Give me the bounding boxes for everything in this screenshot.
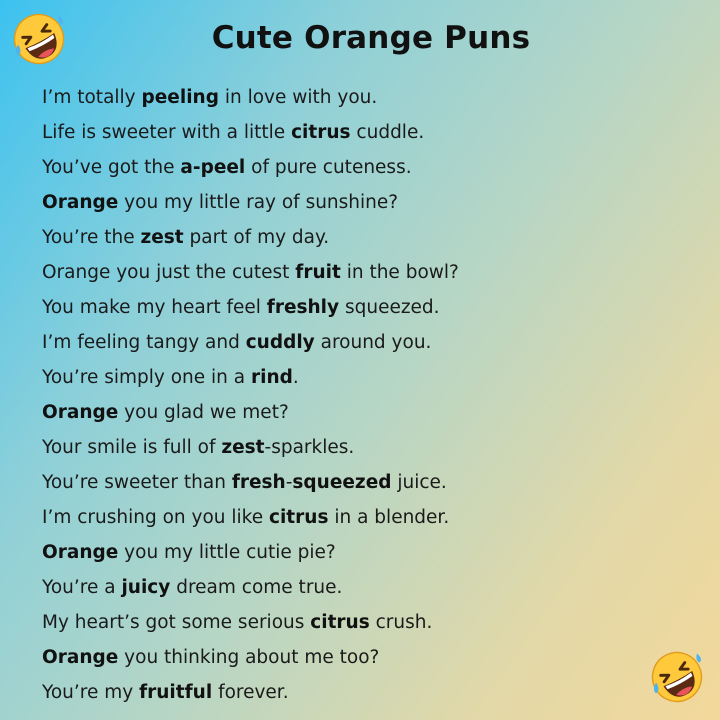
pun-text: You’re sweeter than: [42, 472, 232, 493]
pun-text: Orange you just the cutest: [42, 262, 296, 283]
pun-line: [42, 360, 459, 395]
pun-keyword: citrus: [310, 612, 370, 633]
pun-keyword: fruit: [295, 262, 341, 283]
pun-text: you my little cutie pie?: [118, 542, 336, 563]
pun-text: in the bowl?: [340, 262, 459, 283]
pun-text: juice.: [391, 472, 447, 493]
pun-line: [42, 465, 459, 500]
pun-text: You’ve got the: [42, 157, 181, 178]
pun-keyword: juicy: [121, 577, 171, 598]
pun-line: [42, 430, 459, 465]
pun-text: you my little ray of sunshine?: [118, 192, 399, 213]
pun-text: in a blender.: [328, 507, 450, 528]
pun-text: cuddle.: [350, 122, 425, 143]
pun-text: You’re a: [42, 577, 122, 598]
pun-text: My heart’s got some serious: [42, 612, 311, 633]
pun-keyword: Orange: [42, 542, 119, 563]
pun-text: -: [285, 472, 293, 493]
pun-text: You’re my: [42, 682, 140, 703]
pun-keyword: fresh: [231, 472, 286, 493]
pun-keyword: citrus: [291, 122, 351, 143]
pun-keyword: Orange: [42, 647, 119, 668]
pun-text: .: [292, 367, 299, 388]
pun-text: You make my heart feel: [42, 297, 267, 318]
pun-line: [42, 185, 459, 220]
pun-keyword: squeezed: [292, 472, 392, 493]
pun-line: [42, 605, 459, 640]
pun-keyword: cuddly: [245, 332, 315, 353]
pun-line: [42, 220, 459, 255]
pun-line: [42, 570, 459, 605]
pun-text: part of my day.: [183, 227, 330, 248]
pun-text: -sparkles.: [264, 437, 355, 458]
pun-keyword: a-peel: [180, 157, 246, 178]
pun-keyword: zest: [140, 227, 184, 248]
pun-text: squeezed.: [339, 297, 440, 318]
pun-text: I’m totally: [42, 87, 142, 108]
rolling-laughing-emoji-icon: [648, 648, 706, 706]
pun-keyword: rind: [251, 367, 293, 388]
pun-line: [42, 325, 459, 360]
pun-text: You’re the: [42, 227, 141, 248]
pun-line: [42, 115, 459, 150]
puns-list: [42, 80, 459, 710]
pun-keyword: citrus: [269, 507, 329, 528]
pun-keyword: freshly: [266, 297, 340, 318]
pun-text: I’m feeling tangy and: [42, 332, 246, 353]
pun-keyword: fruitful: [139, 682, 213, 703]
page-title: Cute Orange Puns: [211, 20, 531, 56]
pun-line: [42, 255, 459, 290]
pun-text: crush.: [369, 612, 433, 633]
pun-text: Your smile is full of: [42, 437, 222, 458]
pun-line: [42, 535, 459, 570]
pun-keyword: peeling: [141, 87, 219, 108]
pun-line: [42, 395, 459, 430]
pun-text: you glad we met?: [118, 402, 289, 423]
pun-line: [42, 290, 459, 325]
pun-line: [42, 80, 459, 115]
pun-text: of pure cuteness.: [245, 157, 412, 178]
pun-keyword: zest: [221, 437, 265, 458]
pun-line: [42, 500, 459, 535]
pun-keyword: Orange: [42, 402, 119, 423]
pun-text: forever.: [212, 682, 289, 703]
pun-text: in love with you.: [218, 87, 378, 108]
pun-text: dream come true.: [170, 577, 343, 598]
pun-keyword: Orange: [42, 192, 119, 213]
pun-line: [42, 150, 459, 185]
pun-text: around you.: [314, 332, 432, 353]
pun-text: Life is sweeter with a little: [42, 122, 292, 143]
pun-text: I’m crushing on you like: [42, 507, 269, 528]
pun-text: you thinking about me too?: [118, 647, 380, 668]
pun-line: [42, 675, 459, 710]
pun-text: You’re simply one in a: [42, 367, 252, 388]
pun-line: [42, 640, 459, 675]
